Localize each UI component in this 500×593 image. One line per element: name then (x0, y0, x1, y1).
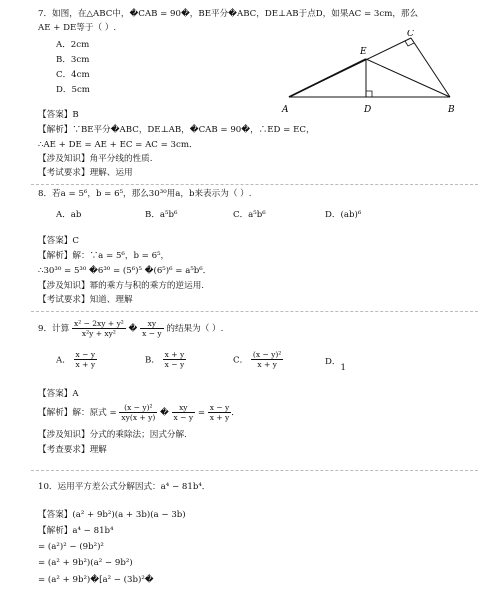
q7-stem-line2: AE + DE等于（ ）. (38, 23, 117, 33)
q9-stem-fraction-2: $\frac{xy}{x - y}$ (142, 319, 162, 338)
q7-requirement: 【考试要求】理解、运用 (38, 168, 133, 178)
q9-knowledge: 【涉及知识】分式的乘除法；因式分解. (38, 430, 187, 440)
divider (31, 470, 478, 471)
label-c: C (407, 30, 414, 39)
q10-step2: = (a² + 9b²)(a² − 9b²) (38, 558, 133, 568)
q8-requirement: 【考试要求】知道、理解 (38, 295, 133, 305)
q7-option-a: A．2cm (56, 40, 90, 50)
q8-option-b: B．a⁵b⁶ (145, 210, 178, 220)
q9-option-b: B． $\frac{x + y}{x - y}$ (145, 350, 185, 369)
divider (31, 311, 478, 312)
q7-analysis-line2: ∴AE + DE = AE + EC = AC = 3cm． (38, 140, 198, 150)
label-d: D (364, 105, 372, 115)
q10-stem: 10．运用平方差公式分解因式：a⁴ − 81b⁴． (38, 482, 211, 492)
q9-option-a: A． $\frac{x - y}{x + y}$ (56, 350, 96, 369)
q10-step1: = (a²)² − (9b²)² (38, 542, 104, 552)
q10-answer: 【答案】(a² + 9b²)(a + 3b)(a − 3b) (38, 510, 186, 520)
q7-answer: 【答案】B (38, 110, 79, 120)
q9-stem-pre: 9．计算 (38, 324, 70, 334)
q8-answer: 【答案】C (38, 236, 79, 246)
q8-option-a: A．ab (56, 210, 82, 220)
q9-answer: 【答案】A (38, 389, 79, 399)
q10-analysis-line1: 【解析】a⁴ − 81b⁴ (38, 526, 114, 536)
q9-requirement: 【考查要求】理解 (38, 445, 107, 455)
q9-stem-fraction-1: $\frac{\text{x² − 2xy + y²}}{\text{x²y + xy²}}$ (73, 319, 124, 338)
q8-option-d: D．(ab)⁶ (325, 210, 362, 220)
q9-stem-post: 的结果为（ ）. (166, 324, 224, 334)
q7-option-c: C．4cm (56, 70, 90, 80)
q7-analysis-line1: 【解析】∵BE平分�ABC，DE⊥AB，�CAB = 90�，∴ED = EC， (38, 125, 315, 135)
label-e: E (360, 47, 367, 57)
q9-stem: 9．计算 $\frac{\text{x² − 2xy + y²}}{\text{x²y + xy²}}$ � $\frac{xy}{x - y}$ 的结果为（ ）. (38, 319, 224, 338)
q9-option-c: C． $\frac{\text{(x − y)²}}{x + y}$ (233, 350, 282, 369)
divider (31, 184, 478, 185)
q9-analysis: 【解析】解：原式 = $\frac{\text{(x − y)²}}{xy(x + y)}$ � $\frac{xy}{x - y}$ = $\frac{x - y}{x + y}$ ． (38, 403, 240, 422)
label-a: A (282, 105, 289, 115)
q7-triangle-figure (280, 30, 465, 120)
q7-option-d: D．5cm (56, 85, 90, 95)
q8-stem: 8．若a = 5⁶，b = 6⁵，那么30³⁰用a，b来表示为（ ）. (38, 189, 252, 199)
q10-step3: = (a² + 9b²)�[a² − (3b)²� (38, 575, 154, 585)
q7-option-b: B．3cm (56, 55, 90, 65)
q8-analysis-line2: ∴30³⁰ = 5³⁰ �6³⁰ = (5⁶)⁵ �(6⁵)⁶ = a⁵b⁶． (38, 266, 212, 276)
q7-stem-line1: 7．如图，在△ABC中，�CAB = 90�，BE平分�ABC，DE⊥AB于点D，如果AC = 3cm，那么 (38, 9, 419, 19)
label-b: B (448, 105, 455, 115)
q9-option-d: D．1 (325, 357, 346, 373)
q8-analysis-line1: 【解析】解：∵a = 5⁶，b = 6⁵， (38, 251, 170, 261)
q8-option-c: C．a⁵b⁶ (233, 210, 266, 220)
q7-knowledge: 【涉及知识】角平分线的性质. (38, 154, 153, 164)
q8-knowledge: 【涉及知识】幂的乘方与积的乘方的逆运用. (38, 281, 205, 291)
